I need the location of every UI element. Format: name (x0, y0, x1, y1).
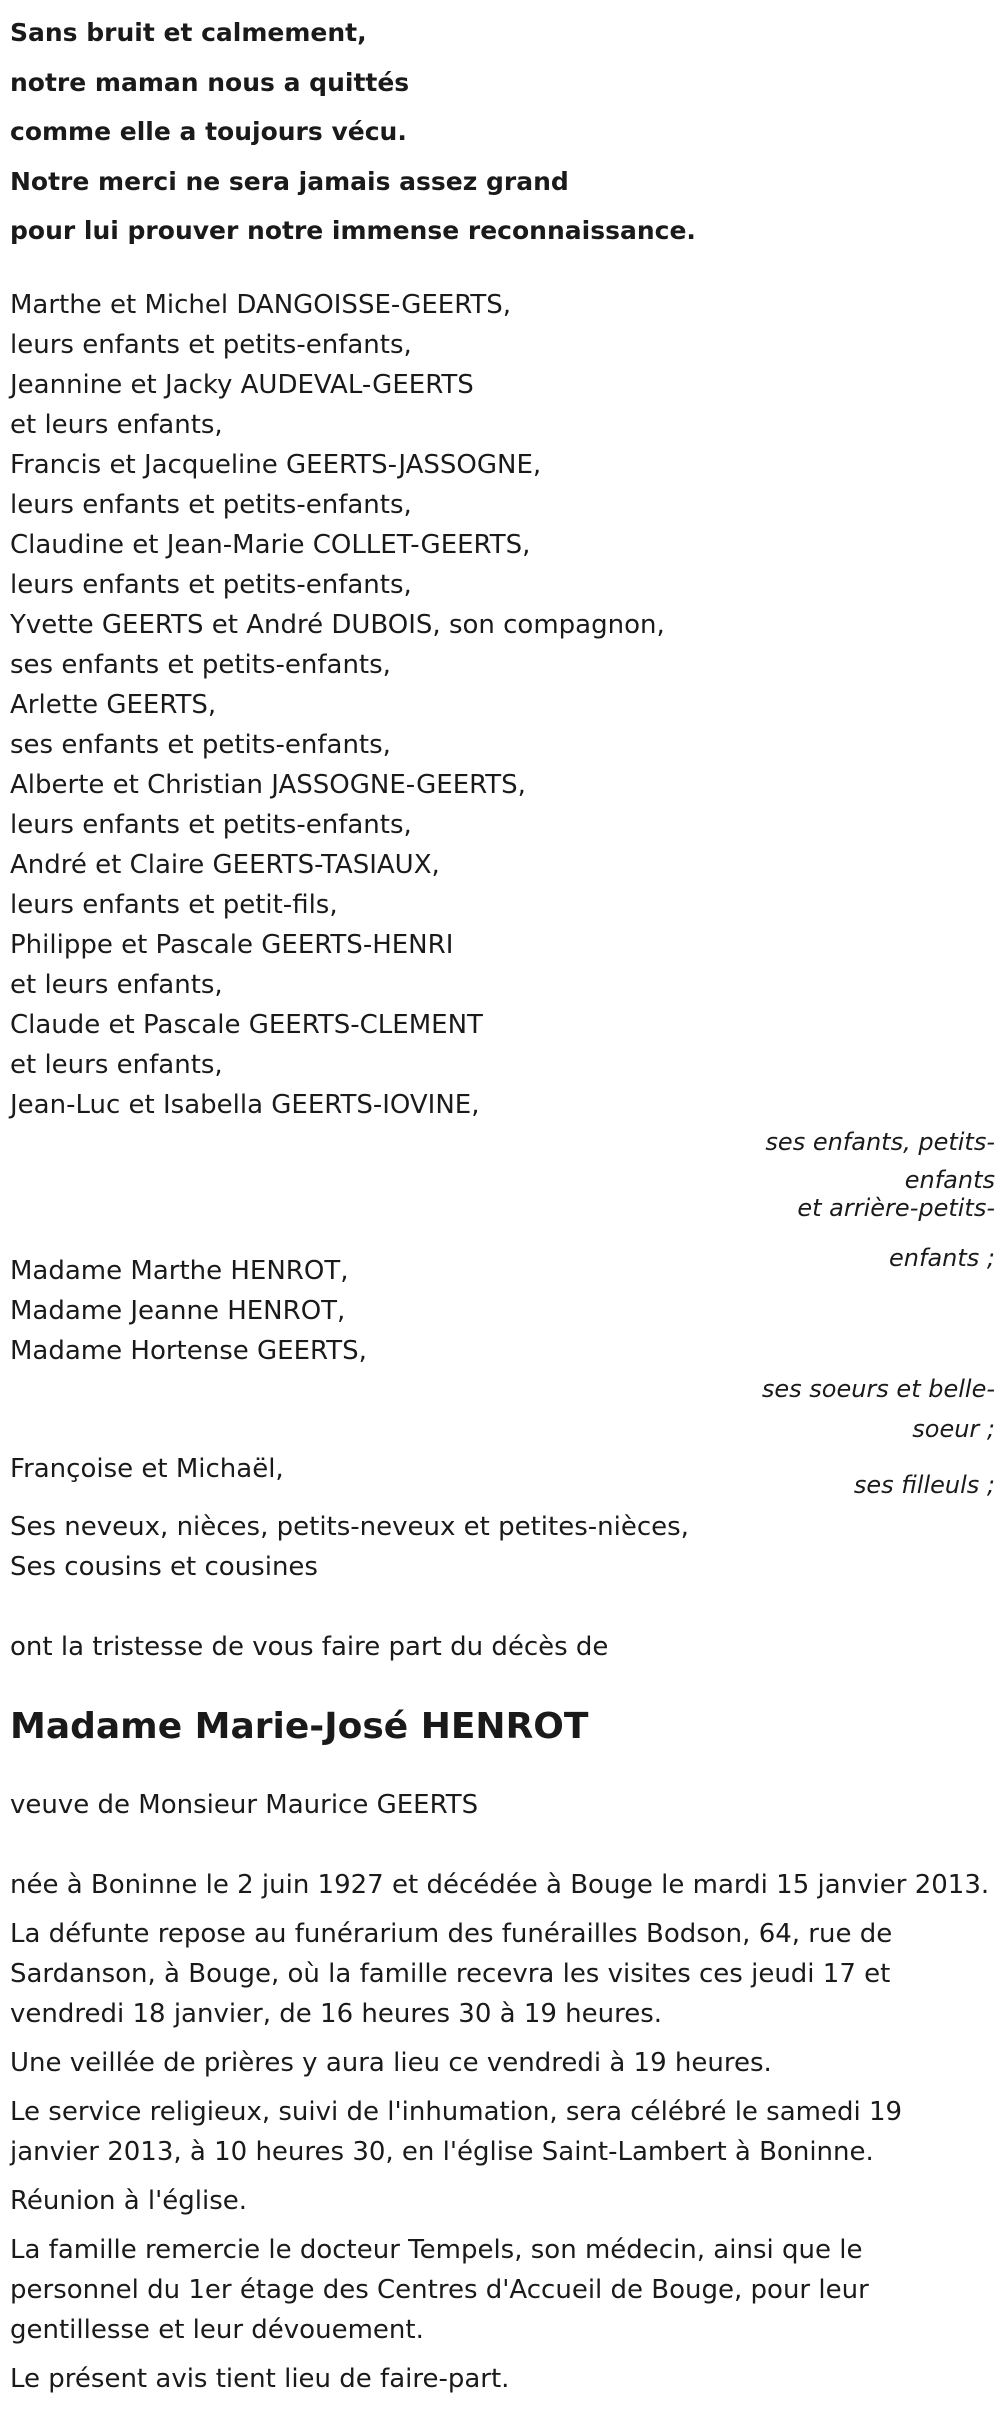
godchildren-names: Françoise et Michaël, (10, 1453, 284, 1484)
family-line: et leurs enfants, (10, 409, 223, 440)
detail-paragraph: Le présent avis tient lieu de faire-part. (10, 2363, 510, 2394)
detail-paragraph: née à Boninne le 2 juin 1927 et décédée à Bouge le mardi 15 janvier 2013. (10, 1869, 990, 1900)
family-line: André et Claire GEERTS-TASIAUX, (10, 849, 440, 880)
family-line: leurs enfants et petits-enfants, (10, 329, 412, 360)
other-relatives (10, 1507, 990, 1587)
family-line: Marthe et Michel DANGOISSE-GEERTS, (10, 289, 512, 320)
family-line: et leurs enfants, (10, 1049, 223, 1080)
family-line: Arlette GEERTS, (10, 689, 217, 720)
family-line: Claude et Pascale GEERTS-CLEMENT (10, 1009, 483, 1040)
funeral-details (10, 1865, 990, 2399)
intro-poem (10, 8, 990, 256)
detail-paragraph: La famille remercie le docteur Tempels, son médecin, ainsi que le personnel du 1er étage des Centres d'Accueil de Bouge, pour leur gentillesse et leur dévouement. (10, 2234, 869, 2345)
announcement: ont la tristesse de vous faire part du décès de (10, 1631, 609, 1662)
family-line: leurs enfants et petits-enfants, (10, 569, 412, 600)
intro-line: comme elle a toujours vécu. (10, 117, 407, 146)
family-line: et leurs enfants, (10, 969, 223, 1000)
family-line: Francis et Jacqueline GEERTS-JASSOGNE, (10, 449, 542, 480)
family-line: leurs enfants et petits-enfants, (10, 809, 412, 840)
intro-line: Sans bruit et calmement, (10, 18, 367, 47)
detail-paragraph: Le service religieux, suivi de l'inhumation, sera célébré le samedi 19 janvier 2013, à 10 heures 30, en l'église Saint-Lambert à Boninne. (10, 2096, 903, 2167)
family-line: ses enfants et petits-enfants, (10, 729, 391, 760)
family-list (10, 285, 990, 1125)
deceased-name: Madame Marie-José HENROT (10, 1705, 589, 1747)
family-line: ses enfants et petits-enfants, (10, 649, 391, 680)
children-relation-line1: ses enfants, petits-enfants (765, 1127, 995, 1194)
intro-line: Notre merci ne sera jamais assez grand (10, 166, 569, 196)
detail-paragraph: La défunte repose au funérarium des funérailles Bodson, 64, rue de Sardanson, à Bouge, où la famille recevra les visites ces jeudi 17 et vendredi 18 janvier, de 16 heures 30 à 19 heures. (10, 1918, 893, 2029)
obituary-notice (10, 8, 995, 2408)
family-line: Philippe et Pascale GEERTS-HENRI (10, 929, 454, 960)
other-relatives-line: Ses cousins et cousines (10, 1551, 318, 1582)
family-line: leurs enfants et petit-fils, (10, 889, 338, 920)
family-line: leurs enfants et petits-enfants, (10, 489, 412, 520)
family-line: Jean-Luc et Isabella GEERTS-IOVINE, (10, 1089, 480, 1120)
family-line: Yvette GEERTS et André DUBOIS, son compagnon, (10, 609, 665, 640)
detail-paragraph: Une veillée de prières y aura lieu ce vendredi à 19 heures. (10, 2047, 772, 2078)
sister-line: Madame Marthe HENROT, (10, 1255, 349, 1286)
other-relatives-line: Ses neveux, nièces, petits-neveux et petites-nièces, (10, 1511, 689, 1542)
family-line: Claudine et Jean-Marie COLLET-GEERTS, (10, 529, 531, 560)
intro-line: pour lui prouver notre immense reconnaissance. (10, 216, 696, 245)
godchildren (10, 1449, 995, 1499)
family-line: Alberte et Christian JASSOGNE-GEERTS, (10, 769, 526, 800)
intro-line: notre maman nous a quittés (10, 67, 410, 97)
children-relation-line2: et arrière-petits-enfants ; (797, 1193, 995, 1272)
sisters-relation-text: ses soeurs et belle-soeur ; (761, 1374, 995, 1443)
detail-paragraph: Réunion à l'église. (10, 2185, 248, 2216)
sisters-relation (10, 1369, 995, 1449)
godchildren-relation: ses filleuls ; (853, 1470, 995, 1499)
family-line: Jeannine et Jacky AUDEVAL-GEERTS (10, 369, 474, 400)
sister-line: Madame Hortense GEERTS, (10, 1335, 367, 1366)
sister-line: Madame Jeanne HENROT, (10, 1295, 346, 1326)
widow-of: veuve de Monsieur Maurice GEERTS (10, 1789, 479, 1820)
